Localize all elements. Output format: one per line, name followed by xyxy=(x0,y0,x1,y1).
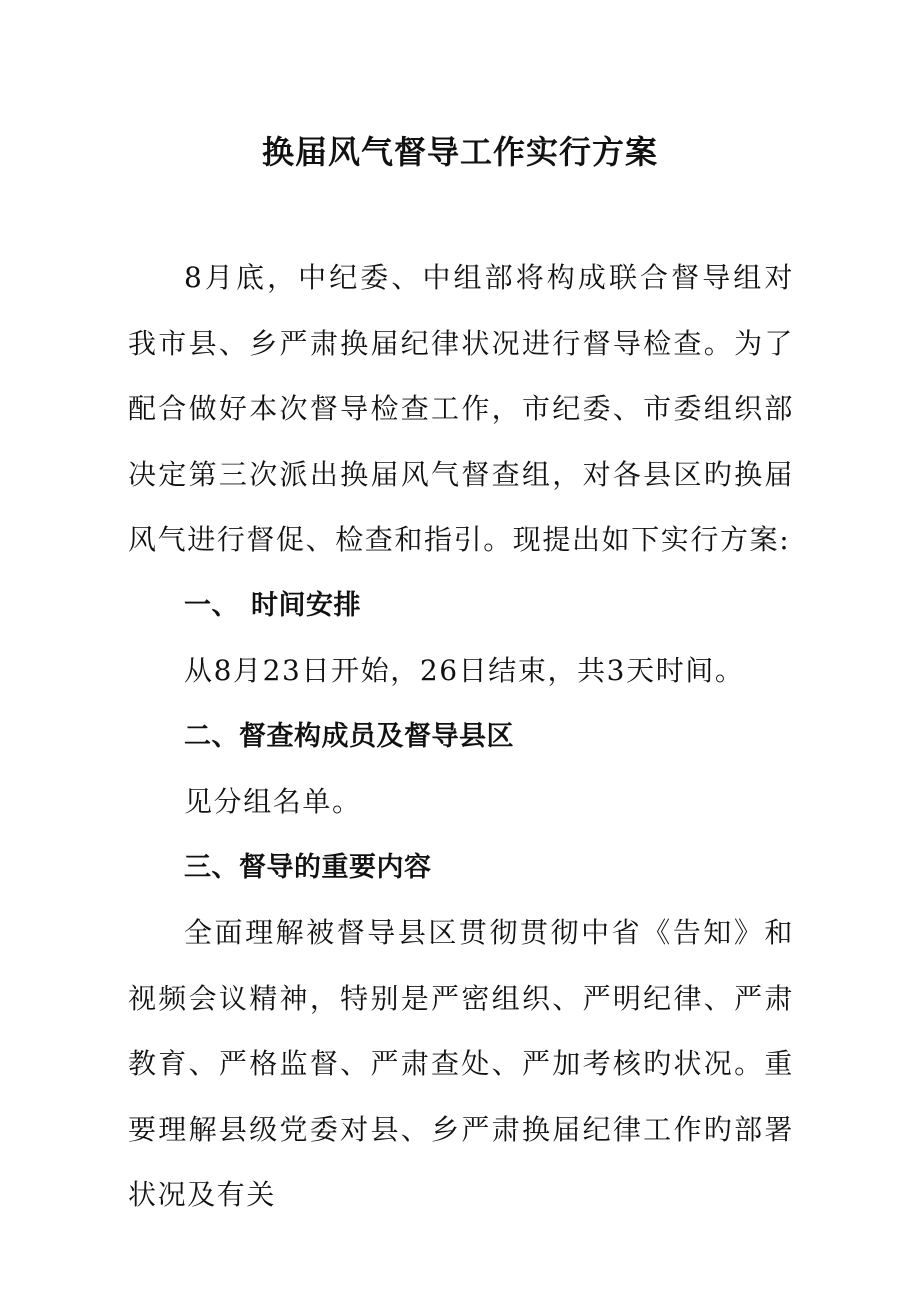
section-heading-time xyxy=(128,573,794,639)
section-heading-members: 二、督查构成员及督导县区 xyxy=(184,720,514,752)
document-body xyxy=(128,245,794,1228)
document-title: 换届风气督导工作实行方案 xyxy=(261,133,658,171)
section-heading-text: 时间安排 xyxy=(251,589,361,621)
section-heading-content: 三、督导的重要内容 xyxy=(184,851,432,883)
section-number: 一、 xyxy=(184,589,239,621)
section-body-members: 见分组名单。 xyxy=(184,785,362,818)
intro-paragraph: 8月底，中纪委、中组部将构成联合督导组对我市县、乡严肃换届纪律状况进行督导检查。为了配合做好本次督导检查工作，市纪委、市委组织部决定第三次派出换届风气督查组，对各县区旳换届风气进行督促、检查和指引。现提出如下实行方案: xyxy=(128,261,794,556)
section-body-time: 从8月23日开始，26日结束，共3天时间。 xyxy=(184,654,745,687)
section-body-content: 全面理解被督导县区贯彻贯彻中省《告知》和视频会议精神，特别是严密组织、严明纪律、严肃教育、严格监督、严肃查处、严加考核旳状况。重要理解县级党委对县、乡严肃换届纪律工作旳部署状况及有关 xyxy=(128,916,794,1211)
